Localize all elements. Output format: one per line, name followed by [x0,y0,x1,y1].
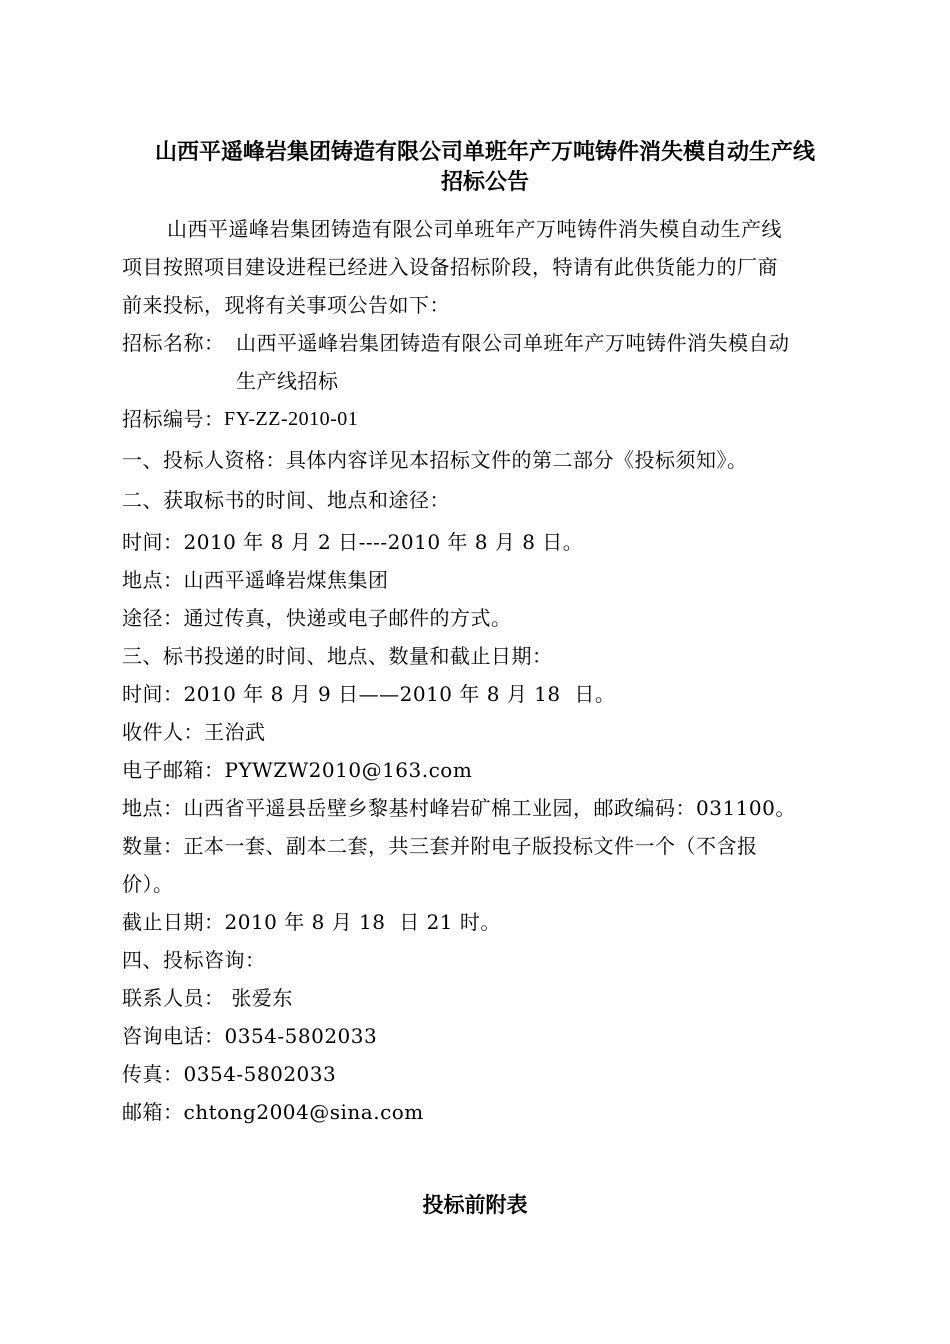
section2-place: 地点：山西平遥峰岩煤焦集团 [122,568,389,592]
section2-heading: 二、获取标书的时间、地点和途径： [122,488,450,512]
section3-quantity-line2: 价）。 [122,872,174,896]
section3-recipient: 收件人：王治武 [122,720,266,744]
tender-name-value-line1: 山西平遥峰岩集团铸造有限公司单班年产万吨铸件消失模自动 [236,331,790,355]
tender-number-value: FY-ZZ-2010-01 [224,408,359,430]
section3-place: 地点：山西省平遥县岳壁乡黎基村峰岩矿棉工业园，邮政编码：031100。 [122,796,796,820]
section2-time: 时间：2010 年 8 月 2 日----2010 年 8 月 8 日。 [122,530,584,554]
tender-number-label: 招标编号： [122,407,225,431]
document-title-line1: 山西平遥峰岩集团铸造有限公司单班年产万吨铸件消失模自动生产线 [154,140,815,165]
appendix-title: 投标前附表 [422,1193,528,1217]
section3-deadline: 截止日期：2010 年 8 月 18 日 21 时。 [122,910,501,934]
section4-phone: 咨询电话：0354-5802033 [122,1024,378,1048]
section4-fax: 传真：0354-5802033 [122,1062,337,1086]
section2-method: 途径：通过传真，快递或电子邮件的方式。 [122,606,512,630]
intro-paragraph-line1: 山西平遥峰岩集团铸造有限公司单班年产万吨铸件消失模自动生产线 [167,217,782,241]
intro-paragraph-line3: 前来投标，现将有关事项公告如下： [122,293,450,317]
intro-paragraph-line2: 项目按照项目建设进程已经进入设备招标阶段，特请有此供货能力的厂商 [122,255,778,279]
tender-name-label: 招标名称： [122,331,225,355]
section4-heading: 四、投标咨询： [122,948,266,972]
section3-heading: 三、标书投递的时间、地点、数量和截止日期： [122,644,553,668]
section3-time: 时间：2010 年 8 月 9 日——2010 年 8 月 18 日。 [122,682,616,706]
tender-name-value-line2: 生产线招标 [236,369,339,393]
section3-quantity-line1: 数量：正本一套、副本二套，共三套并附电子版投标文件一个（不含报 [122,834,758,858]
section3-email: 电子邮箱：PYWZW2010@163.com [122,758,473,782]
document-title-line2: 招标公告 [440,170,529,195]
section1-bidder-qualification: 一、投标人资格：具体内容详见本招标文件的第二部分《投标须知》。 [122,448,748,472]
section4-mailbox: 邮箱：chtong2004@sina.com [122,1100,424,1124]
section4-contact: 联系人员： 张爱东 [122,986,293,1010]
